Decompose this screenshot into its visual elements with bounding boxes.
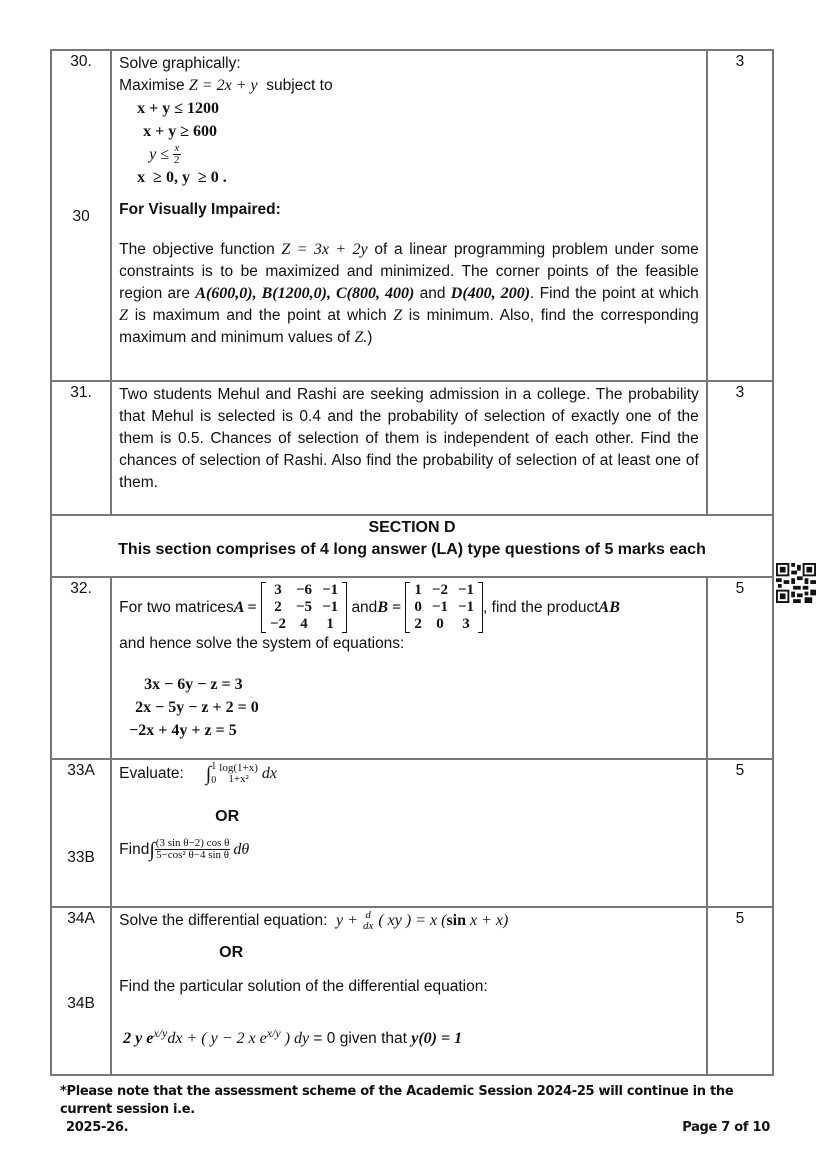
marks: 3 [735, 384, 745, 401]
matrix-row [265, 599, 343, 616]
matrix-entry: −1 [457, 582, 475, 598]
or-label: OR [219, 944, 244, 961]
matrix-entry: 0 [414, 599, 422, 615]
constraint: x ≥ 0, y ≥ 0 . [137, 169, 227, 187]
question-table [50, 49, 774, 1076]
marks-cell [707, 577, 773, 759]
assessment-note-cont: 2025-26. [66, 1120, 129, 1135]
matrix-entry: −6 [296, 582, 313, 598]
marks-cell [707, 759, 773, 907]
question-row-33 [51, 759, 773, 907]
matrix-entry: 3 [462, 616, 470, 632]
q34b-equation: 2 y $e^{x/y}dx$ + ( y − 2 x $e^{x/y}$ ) dy = 0 given that y(0) = 1 [123, 1026, 463, 1048]
q31-text: Two students Mehul and Rashi are seeking admission in a college. The probability that Mehul is selected is 0.4 and the probability of selection of exactly one of the them is 0.5. Chances of selection of them is independent of each other. Find the chances of selection of Rashi. Also find the probability of selection of at least one of them. [119, 386, 699, 491]
marks: 5 [735, 762, 745, 779]
question-number-vi: 30 [72, 208, 90, 225]
section-d-cell [51, 515, 773, 577]
maximise-label: Maximise [119, 77, 189, 94]
page-footer [60, 1083, 770, 1137]
matrix-entry: −1 [322, 599, 339, 615]
visually-impaired-heading: For Visually Impaired: [119, 201, 281, 219]
matrix-entry: 1 [414, 582, 422, 598]
subject-to-label: subject to [257, 77, 333, 94]
q34a-line: Solve the differential equation: y + d dx ( xy ) = x ( sin x + x) [119, 909, 509, 932]
question-number: 32. [70, 580, 92, 597]
q32-instruction: and hence solve the system of equations: [119, 635, 405, 652]
question-number-b: 34B [67, 995, 95, 1012]
equations-list [119, 673, 699, 742]
matrix-entry: 3 [274, 582, 282, 598]
question-text-cell [111, 50, 707, 381]
constraint: y ≤ $\frac{x}{2}$ [149, 142, 180, 167]
matrix-entry: −1 [457, 599, 475, 615]
marks: 5 [735, 910, 745, 927]
section-d-row [51, 515, 773, 577]
question-text-cell [111, 759, 707, 907]
matrix-entry: 2 [274, 599, 282, 615]
question-text-cell [111, 381, 707, 515]
matrix-entry: 0 [436, 616, 444, 632]
matrix-row [265, 582, 343, 599]
section-title: SECTION D [368, 519, 456, 536]
equation: −2x + 4y + z = 5 [129, 722, 237, 739]
question-text-cell [111, 907, 707, 1075]
question-number-b: 33B [67, 849, 95, 866]
q33a-line: Evaluate: ∫ 1 0 log(1+x) 1+x² dx [119, 761, 277, 786]
equation: 2x − 5y − z + 2 = 0 [135, 699, 259, 716]
question-row-31 [51, 381, 773, 515]
matrix-row [265, 616, 343, 633]
question-number-a: 33A [67, 762, 95, 779]
marks-cell [707, 381, 773, 515]
matrix-row [409, 599, 479, 616]
matrix-entry: −5 [296, 599, 313, 615]
question-number-cell [51, 381, 111, 515]
q32-matrix-line: For two matrices A = 3 −6 −1 2 −5 −1 −2 4 1 and B = 1 −2 −1 0 −1 −1 2 0 3 , find the product AB [119, 582, 620, 632]
question-number-cell [51, 50, 111, 381]
qr-code-icon [776, 563, 816, 603]
constraint: x + y ≥ 600 [143, 123, 218, 140]
marks-cell [707, 907, 773, 1075]
constraints-list [119, 97, 699, 189]
matrix-row [409, 616, 479, 633]
q30-objective-line [119, 75, 699, 97]
question-number: 30. [70, 53, 92, 70]
matrix-entry: 2 [414, 616, 422, 632]
q33b-line: Find ∫ $\frac{\text{(3 sin θ−2) cos θ}}{\text{5−cos² θ−4 sin θ}}$ dθ [119, 837, 250, 861]
question-number-a: 34A [67, 910, 95, 927]
section-subtitle: This section comprises of 4 long answer (LA) type questions of 5 marks each [118, 541, 706, 558]
matrix-entry: −1 [322, 582, 339, 598]
equation: 3x − 6y − z = 3 [144, 676, 243, 693]
matrix-entry: −2 [431, 582, 448, 598]
assessment-note: *Please note that the assessment scheme of the Academic Session 2024-25 will continue in the current session i.e. [60, 1084, 734, 1117]
matrix-entry: −2 [269, 616, 286, 632]
constraint: x + y ≤ 1200 [137, 100, 220, 117]
matrix-row [409, 582, 479, 599]
page-number: Page 7 of 10 [682, 1120, 770, 1135]
matrix-entry: 1 [326, 616, 334, 632]
or-label: OR [215, 808, 240, 825]
visually-impaired-text: The objective function Z = 3x + 2y of a linear programming problem under some constraints is to be maximized and minimized. The corner points of the feasible region are A(600,0), B(1200,0), C(800, 400) and D(400, 200). Find the point at which Z is maximum and the point at which Z is minimum. Also, find the corresponding maximum and minimum values of Z.) [119, 241, 699, 347]
question-number-cell [51, 759, 111, 907]
marks: 5 [735, 580, 745, 597]
q30-title: Solve graphically: [119, 55, 241, 72]
question-number: 31. [70, 384, 92, 401]
question-number-cell [51, 577, 111, 759]
question-row-34 [51, 907, 773, 1075]
marks: 3 [735, 53, 745, 70]
question-text-cell [111, 577, 707, 759]
matrix-entry: −1 [431, 599, 448, 615]
question-row-30 [51, 50, 773, 381]
marks-cell [707, 50, 773, 381]
q34b-text: Find the particular solution of the differential equation: [119, 978, 488, 995]
matrix-b [405, 582, 483, 633]
matrix-a [261, 582, 347, 633]
objective-function: Z = 2x + y [188, 77, 258, 94]
question-number-cell [51, 907, 111, 1075]
matrix-entry: 4 [300, 616, 308, 632]
question-row-32 [51, 577, 773, 759]
